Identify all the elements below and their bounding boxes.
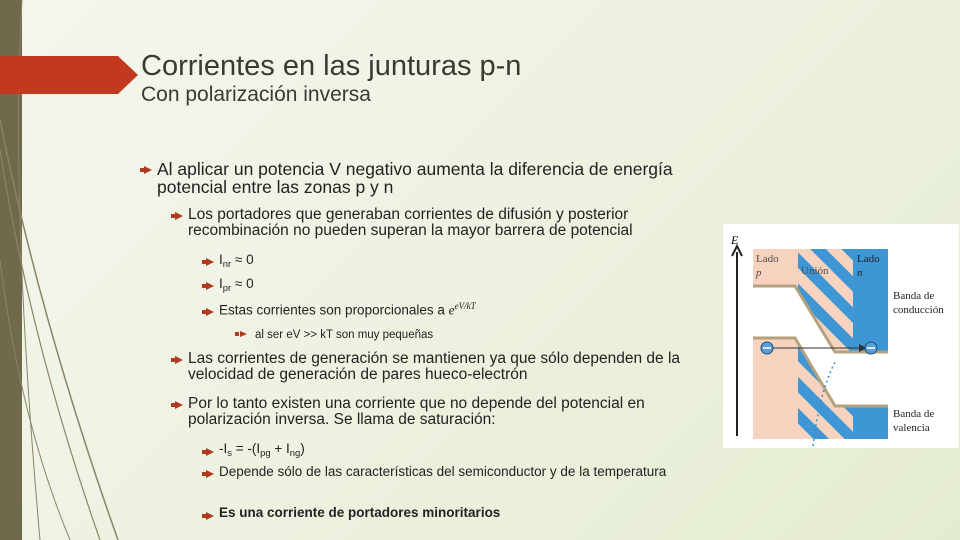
bullet-level2: Los portadores que generaban corrientes de difusión y posterior recombinación no pueden superan la mayor barrera de potencial [188,206,633,240]
bullet-level1: Al aplicar un potencia V negativo aumenta la diferencia de energía potencial entre las zonas p y n [157,159,673,198]
bullet-level3: $I_{pr} \approx 0$ [219,276,254,294]
bullet-arrow-icon [206,512,214,520]
valence-band-label-1: Banda de [893,408,935,420]
bullet-level2: Las corrientes de generación se mantienen ya que sólo dependen de la velocidad de generación de pares hueco-electrón [188,350,681,384]
bullet-arrow-icon [144,166,152,174]
lado-n-letter: n [857,267,863,279]
bullet-level3-bold: Es una corriente de portadores minoritarios [219,505,501,520]
union-label: Unión [801,265,829,277]
page-title: Corrientes en las junturas p-n [141,50,522,82]
lado-p-label: Lado [756,253,779,265]
bullet-arrow-icon [175,401,183,409]
bullet-level4: al ser eV >> kT son muy pequeñas [255,329,434,341]
axis-label: E [731,233,739,247]
bullet-arrow-icon [206,282,214,290]
bullet-level3: Depende sólo de las características del semiconductor y de la temperatura [219,464,667,479]
bullet-arrow-icon [175,356,183,364]
band-diagram [723,224,959,448]
lado-p-letter: p [756,267,762,279]
bullet-arrow-icon [206,448,214,456]
bullet-level3: $I_{nr} \approx 0$ [219,252,254,270]
title-accent-tab [0,56,118,94]
band-diagram-figure [723,224,959,448]
lado-n-label: Lado [857,253,880,265]
bullet-arrow-icon [206,258,214,266]
conduction-band-label-2: conducción [893,304,944,316]
bullet-level2: Por lo tanto existen una corriente que no depende del potencial en polarización inversa. Se llama de saturación: [188,395,645,429]
bullet-level3: $-I_s = -(I_{pg} + I_{ng})$ [219,441,305,459]
bullet-arrow-icon [206,308,214,316]
conduction-band-label-1: Banda de [893,290,935,302]
bullet-arrow-icon [175,212,183,220]
bullet-level3: Estas corrientes son proporcionales a $e^{eV/kT}$ [219,301,476,318]
bullet-arrow-icon [240,331,247,337]
page-subtitle: Con polarización inversa [141,83,371,106]
bullet-arrow-icon [206,470,214,478]
valence-band-label-2: valencia [893,422,930,434]
